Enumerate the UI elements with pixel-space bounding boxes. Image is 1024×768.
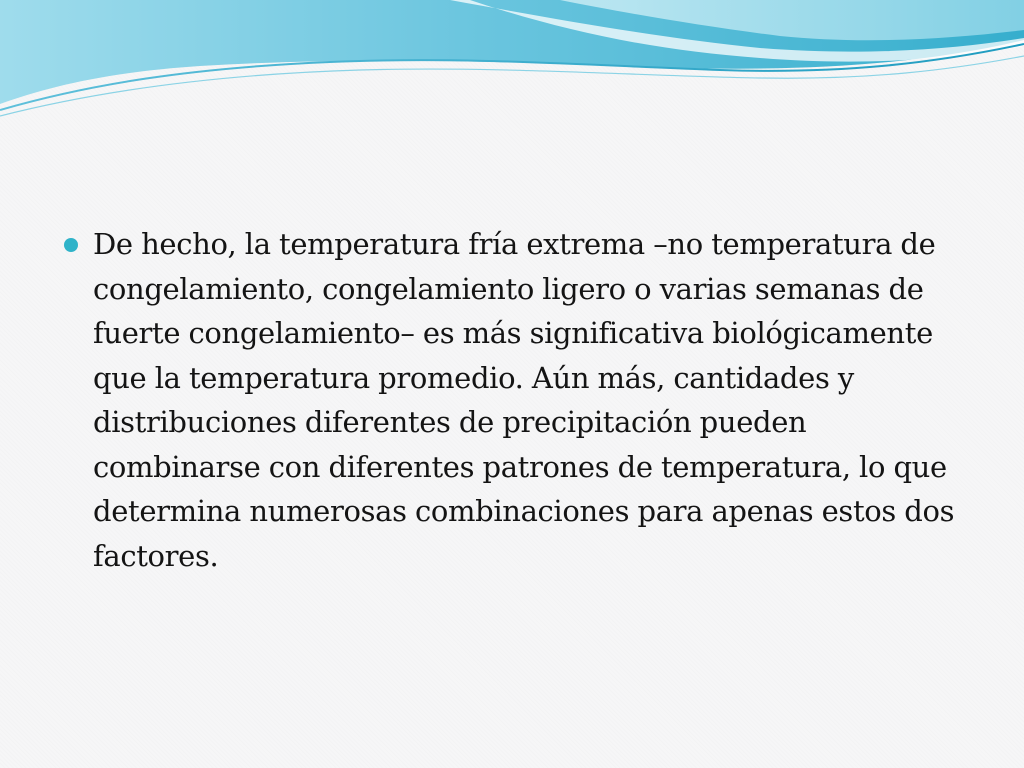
bullet-item xyxy=(64,222,964,578)
wave-decoration xyxy=(0,0,1024,120)
bullet-text: De hecho, la temperatura fría extrema –no temperatura de congelamiento, congelamiento ligero o varias semanas de fuerte congelamiento– es más significativa biológicamente que la temperatura promedio. Aún más, cantidades y distribuciones diferentes de precipitación pueden combinarse con diferentes patrones de temperatura, lo que determina numerosas combinaciones para apenas estos dos factores. xyxy=(93,227,955,573)
bullet-dot-icon xyxy=(64,238,78,252)
content-area xyxy=(64,222,964,578)
